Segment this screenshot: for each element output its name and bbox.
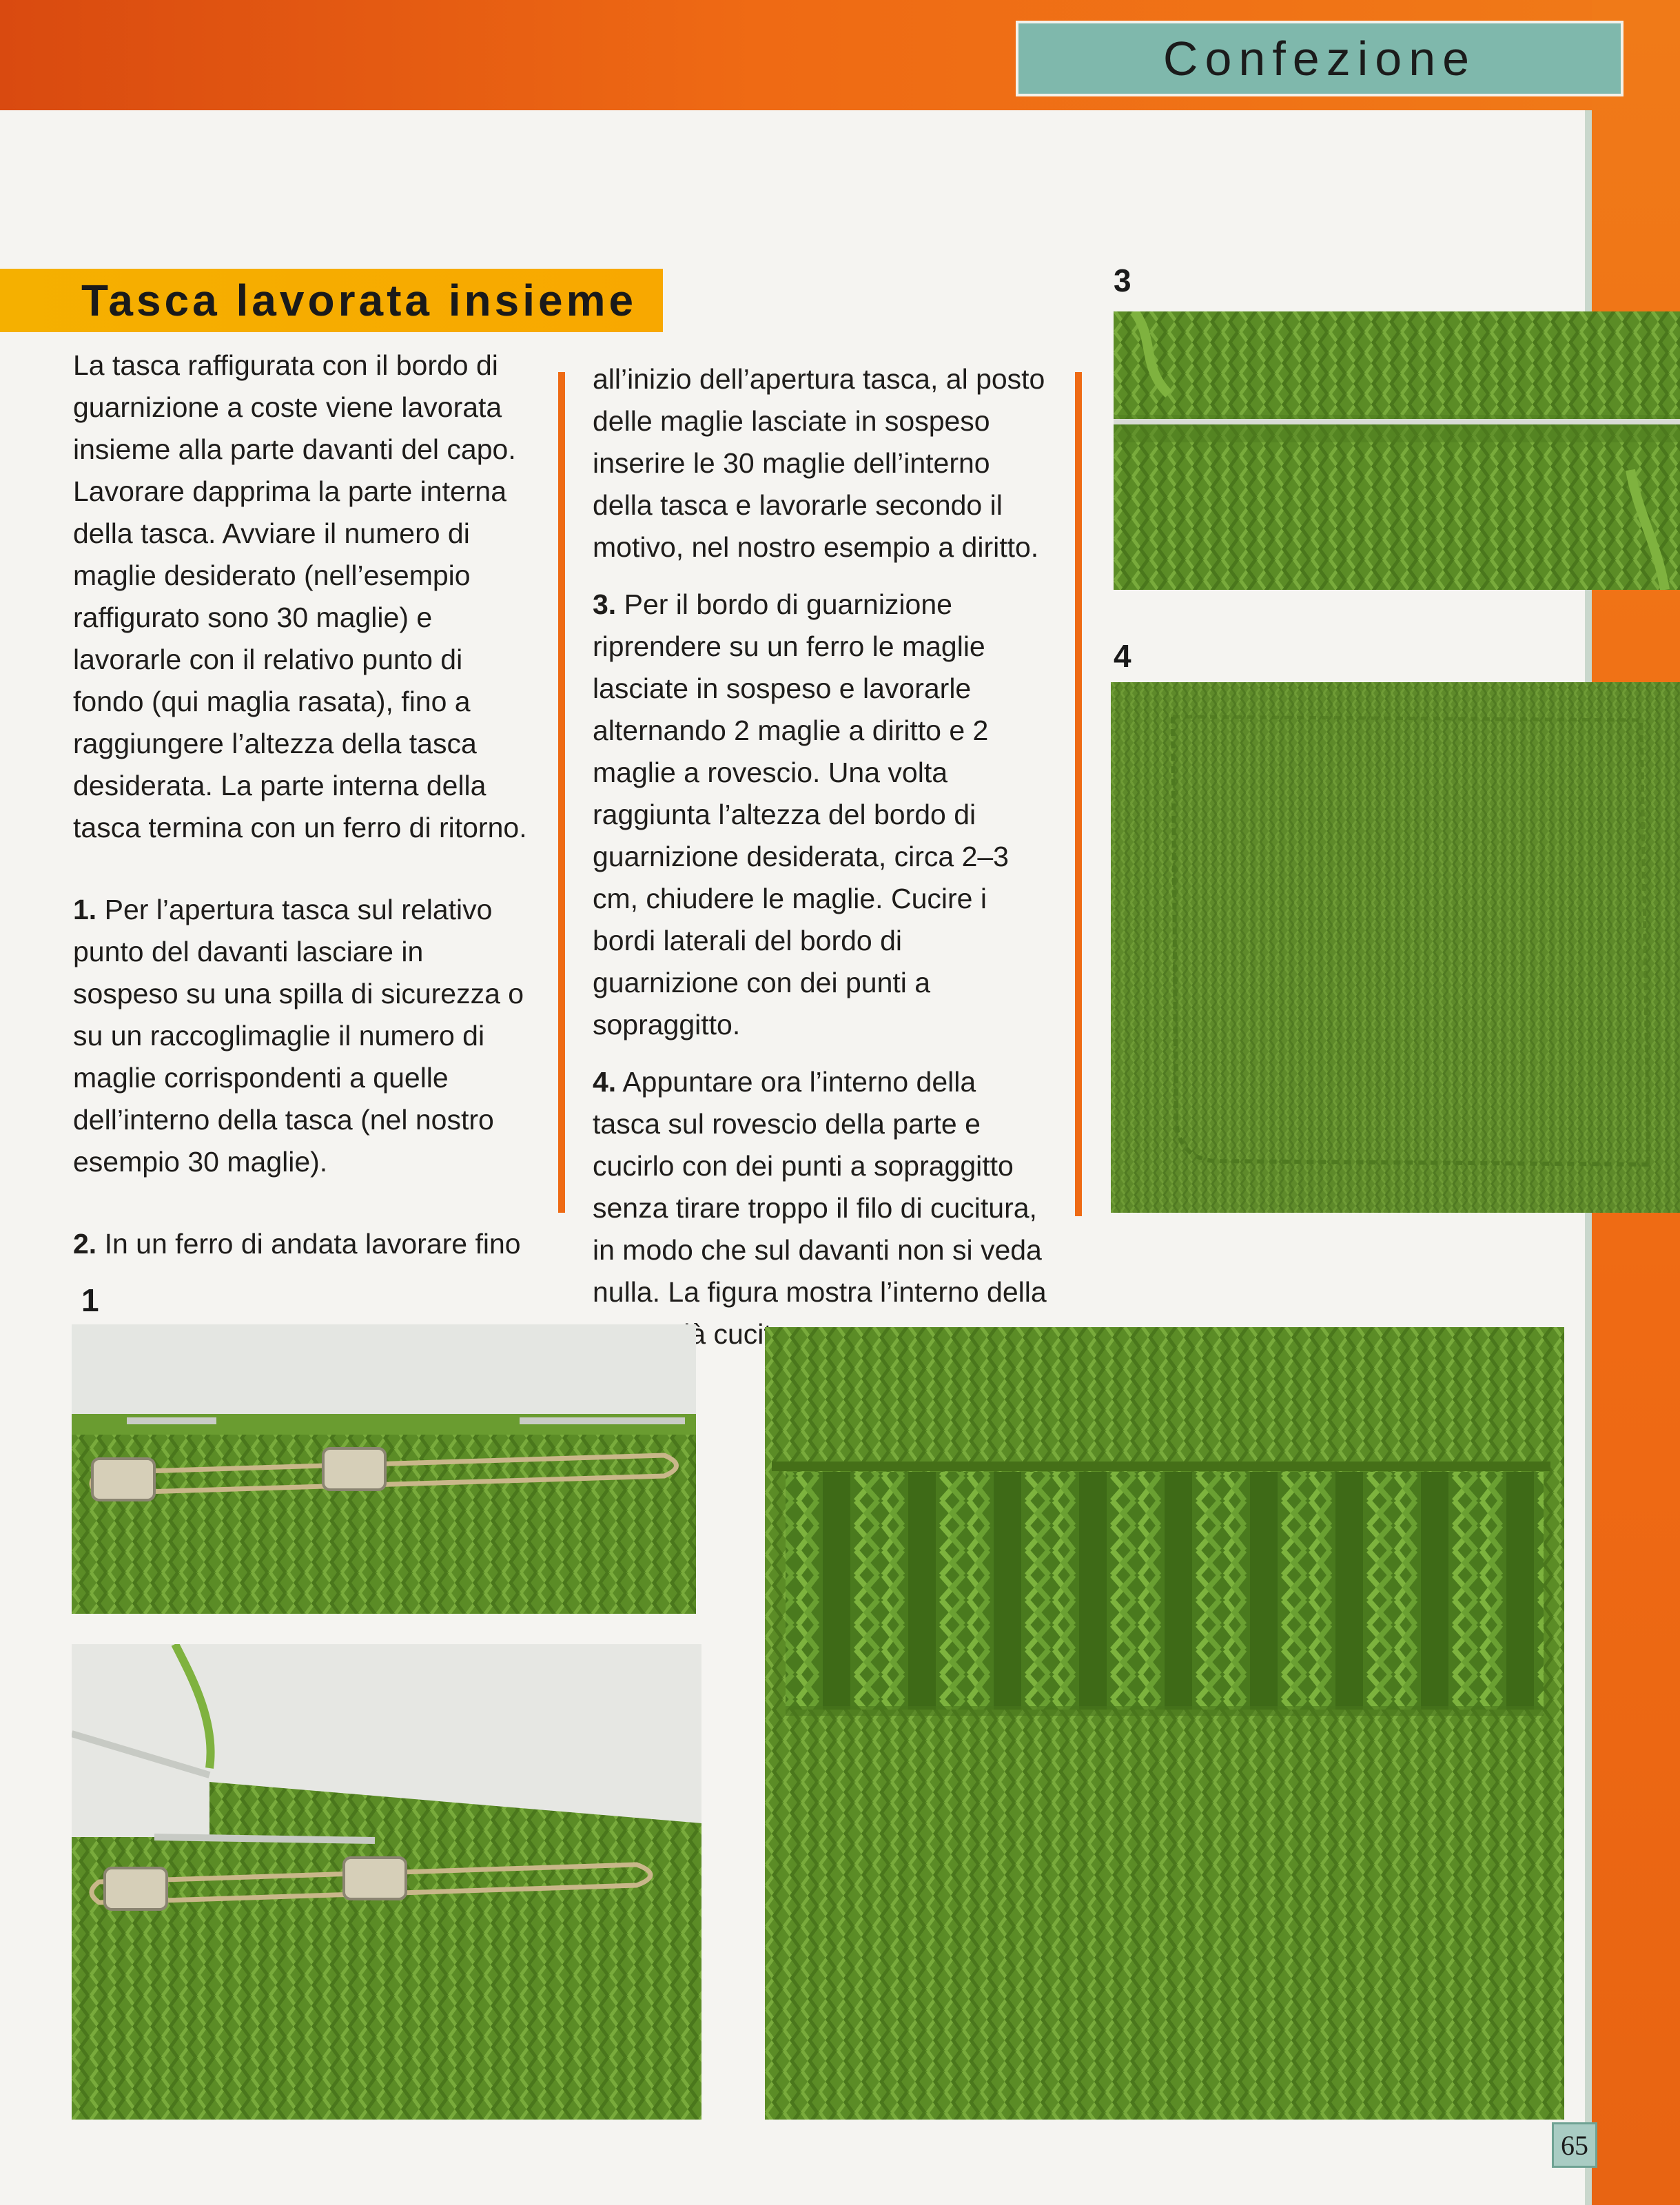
figure-1-label: 1 [81, 1282, 99, 1318]
step-2-text: In un ferro di andata lavorare fino [96, 1228, 521, 1260]
article-heading: Tasca lavorata insieme [81, 276, 637, 325]
step-2-number: 2. [73, 1228, 97, 1260]
text-column-2 [593, 358, 1047, 1355]
step-3-number: 3. [593, 588, 617, 620]
step-4-number: 4. [593, 1066, 617, 1098]
column-divider-left [558, 372, 565, 1213]
step-1-paragraph [73, 889, 535, 1183]
step-1-text: Per l’apertura tasca sul relativo punto del davanti lasciare in sospeso su una spilla di sicurezza o su un raccoglimaglie il numero di maglie corrispondenti a quelle dell’interno della tasca (nel nostro esempio 30 maglie). [73, 894, 524, 1178]
figure-4-label: 4 [1114, 638, 1131, 674]
step-3-paragraph [593, 584, 1047, 1046]
figure-3-photo [1114, 311, 1680, 590]
page-number: 65 [1552, 2122, 1597, 2168]
figure-3-label: 3 [1114, 263, 1131, 298]
figure-2-photo [72, 1644, 701, 2120]
step-2-continued: all’inizio dell’apertura tasca, al posto delle maglie lasciate in sospeso inserire le 30 maglie dell’interno della tasca e lavorarle secondo il motivo, nel nostro esempio a diritto. [593, 363, 1045, 563]
step-1-number: 1. [73, 894, 97, 925]
step-4-text: Appuntare ora l’interno della tasca sul rovescio della parte e cucirlo con dei punti a sopraggitto senza tirare troppo il filo di cucitura, in modo che sul davanti non si veda nulla. La figura mostra l’interno della cucito. [593, 1066, 1047, 1350]
figure-1-photo [72, 1324, 696, 1614]
heading-bar [0, 269, 663, 332]
step-2-paragraph [73, 1223, 535, 1265]
intro-paragraph: La tasca raffigurata con il bordo di guarnizione a coste viene lavorata insieme alla parte davanti del capo. Lavorare dapprima la parte interna della tasca. Avviare il numero di maglie desiderato (nell’esempio raffigurato sono 30 maglie) e lavorarle con il relativo punto di fondo (qui maglia rasata), fino a raggiungere l’altezza della tasca desiderata. La parte interna della tasca termina con un ferro di ritorno. [73, 349, 527, 843]
section-title: Confezione [1162, 32, 1477, 85]
figure-4-photo [1111, 682, 1680, 1213]
finished-pocket-photo [765, 1327, 1564, 2120]
text-column-1 [73, 345, 535, 1265]
section-title-box [1016, 21, 1623, 96]
step-3-text: Per il bordo di guarnizione riprendere su un ferro le maglie lasciate in sospeso e lavorarle alternando 2 maglie a diritto e 2 maglie a rovescio. Una volta raggiunta l’altezza del bordo di guarnizione desiderata, circa 2–3 cm, chiudere le maglie. Cucire i bordi laterali del bordo di guarnizione con dei punti a sopraggitto. [593, 588, 1009, 1040]
step-4-paragraph [593, 1061, 1047, 1355]
column-divider-right [1075, 372, 1082, 1216]
